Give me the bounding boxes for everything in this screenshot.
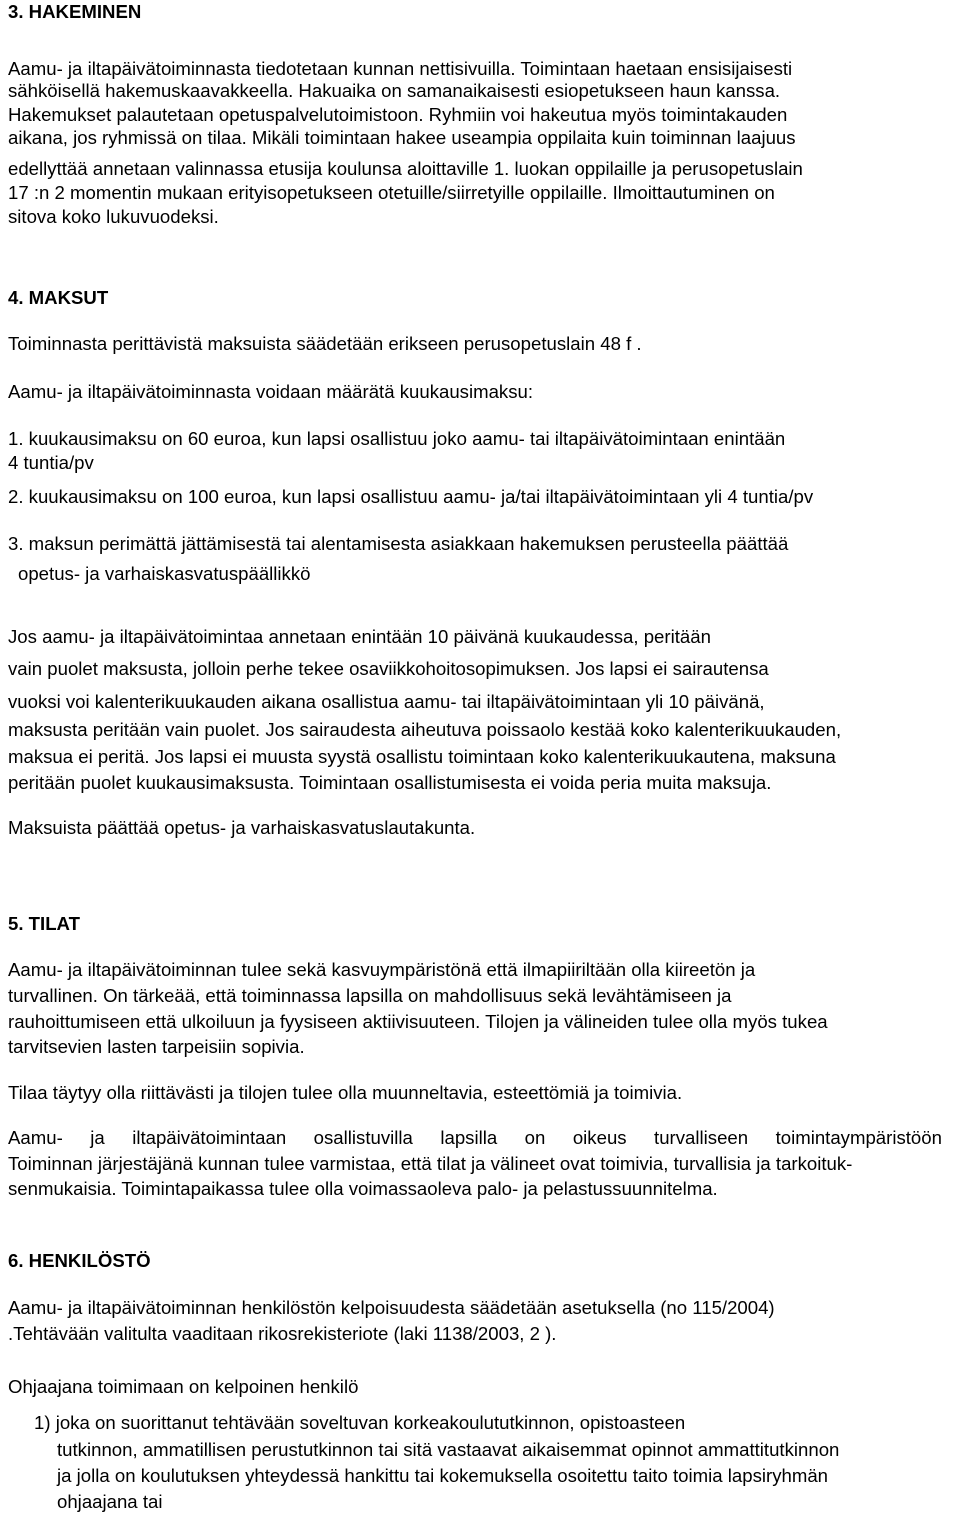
text-line: rauhoittumiseen että ulkoiluun ja fyysiseen aktiivisuuteen. Tilojen ja välineiden tulee olla myös tukea bbox=[8, 1011, 828, 1032]
text-line: peritään puolet kuukausimaksusta. Toimintaan osallistumisesta ei voida peria muita maksuja. bbox=[8, 772, 772, 793]
word: turvalliseen bbox=[654, 1127, 749, 1148]
text-line: aikana, jos ryhmissä on tilaa. Mikäli toimintaan hakee useampia oppilaita kuin toiminnan laajuus bbox=[8, 127, 796, 148]
text-line: Aamu- ja iltapäivätoiminnasta voidaan määrätä kuukausimaksu: bbox=[8, 381, 534, 402]
list-item-qualification-1-cont: tutkinnon, ammatillisen perustutkinnon tai sitä vastaavat aikaisemmat opinnot ammattitutkinnon bbox=[57, 1439, 840, 1460]
list-item-fee-3: 3. maksun perimättä jättämisestä tai alentamisesta asiakkaan hakemuksen perusteella päättää bbox=[8, 533, 789, 554]
word: oikeus bbox=[572, 1127, 627, 1148]
text-line: Hakemukset palautetaan opetuspalvelutoimistoon. Ryhmiin voi hakeutua myös toimintakauden bbox=[8, 104, 788, 125]
section-heading-hakeminen: 3. HAKEMINEN bbox=[8, 1, 142, 22]
text-line: maksua ei peritä. Jos lapsi ei muusta syystä osallistu toimintaan koko kalenterikuukautena, maksuna bbox=[8, 746, 836, 767]
word: iltapäivätoimintaan bbox=[132, 1127, 287, 1148]
word: lapsilla bbox=[440, 1127, 498, 1148]
list-item-fee-3-cont: opetus- ja varhaiskasvatuspäällikkö bbox=[18, 563, 311, 584]
list-item-fee-1: 1. kuukausimaksu on 60 euroa, kun lapsi osallistuu joko aamu- tai iltapäivätoimintaan enintään bbox=[8, 428, 786, 449]
text-line: vain puolet maksusta, jolloin perhe tekee osaviikkohoitosopimuksen. Jos lapsi ei sairautensa bbox=[8, 658, 769, 679]
list-item-fee-2: 2. kuukausimaksu on 100 euroa, kun lapsi osallistuu aamu- ja/tai iltapäivätoimintaan yli 4 tuntia/pv bbox=[8, 486, 814, 507]
word: on bbox=[524, 1127, 546, 1148]
section-heading-tilat: 5. TILAT bbox=[8, 913, 80, 934]
text-line: Jos aamu- ja iltapäivätoimintaa annetaan enintään 10 päivänä kuukaudessa, peritään bbox=[8, 626, 711, 647]
text-line: .Tehtävään valitulta vaaditaan rikosrekisteriote (laki 1138/2003, 2 ). bbox=[8, 1323, 557, 1344]
word: Aamu- bbox=[8, 1127, 63, 1148]
text-line: vuoksi voi kalenterikuukauden aikana osallistua aamu- tai iltapäivätoimintaan yli 10 päivänä, bbox=[8, 691, 765, 712]
text-line: turvallinen. On tärkeää, että toiminnassa lapsilla on mahdollisuus sekä levähtämiseen ja bbox=[8, 985, 732, 1006]
text-line: Aamu- ja iltapäivätoiminnan tulee sekä kasvuympäristönä että ilmapiiriltään olla kiireetön ja bbox=[8, 959, 756, 980]
list-item-qualification-1: 1) joka on suorittanut tehtävään soveltuvan korkeakoulututkinnon, opistoasteen bbox=[34, 1412, 686, 1433]
text-line: sitova koko lukuvuodeksi. bbox=[8, 206, 219, 227]
text-line: Maksuista päättää opetus- ja varhaiskasvatuslautakunta. bbox=[8, 817, 476, 838]
text-line: senmukaisia. Toimintapaikassa tulee olla voimassaoleva palo- ja pelastussuunnitelma. bbox=[8, 1178, 718, 1199]
text-line: Tilaa täytyy olla riittävästi ja tilojen tulee olla muunneltavia, esteettömiä ja toimivia. bbox=[8, 1082, 683, 1103]
section-heading-henkilosto: 6. HENKILÖSTÖ bbox=[8, 1250, 151, 1271]
justified-text-line bbox=[8, 1127, 942, 1149]
word: ja bbox=[90, 1127, 105, 1148]
text-line: sähköisellä hakemuskaavakkeella. Hakuaika on samanaikaisesti esiopetukseen haun kanssa. bbox=[8, 80, 781, 101]
text-line: edellyttää annetaan valinnassa etusija koulunsa aloittaville 1. luokan oppilaille ja perusopetuslain bbox=[8, 158, 803, 179]
text-line: Ohjaajana toimimaan on kelpoinen henkilö bbox=[8, 1376, 359, 1397]
list-item-qualification-1-cont: ja jolla on koulutuksen yhteydessä hankittu tai kokemuksella osoitettu taito toimia lapsiryhmän bbox=[57, 1465, 829, 1486]
list-item-fee-1-cont: 4 tuntia/pv bbox=[8, 452, 94, 473]
text-line: 17 :n 2 momentin mukaan erityisopetukseen otetuille/siirretyille oppilaille. Ilmoittautuminen on bbox=[8, 182, 775, 203]
list-item-qualification-1-cont: ohjaajana tai bbox=[57, 1491, 163, 1512]
word: osallistuvilla bbox=[313, 1127, 413, 1148]
text-line: maksusta peritään vain puolet. Jos sairaudesta aiheutuva poissaolo kestää koko kalenterikuukauden, bbox=[8, 719, 842, 740]
text-line: Toiminnasta perittävistä maksuista säädetään erikseen perusopetuslain 48 f . bbox=[8, 333, 642, 354]
section-heading-maksut: 4. MAKSUT bbox=[8, 287, 109, 308]
word: toimintaympäristöön bbox=[775, 1127, 942, 1148]
text-line: Toiminnan järjestäjänä kunnan tulee varmistaa, että tilat ja välineet ovat toimivia, turvallisia ja tarkoituk- bbox=[8, 1153, 853, 1174]
text-line: Aamu- ja iltapäivätoiminnan henkilöstön kelpoisuudesta säädetään asetuksella (no 115/2004) bbox=[8, 1297, 775, 1318]
text-line: tarvitsevien lasten tarpeisiin sopivia. bbox=[8, 1036, 305, 1057]
text-line: Aamu- ja iltapäivätoiminnasta tiedotetaan kunnan nettisivuilla. Toimintaan haetaan ensisijaisesti bbox=[8, 58, 793, 79]
